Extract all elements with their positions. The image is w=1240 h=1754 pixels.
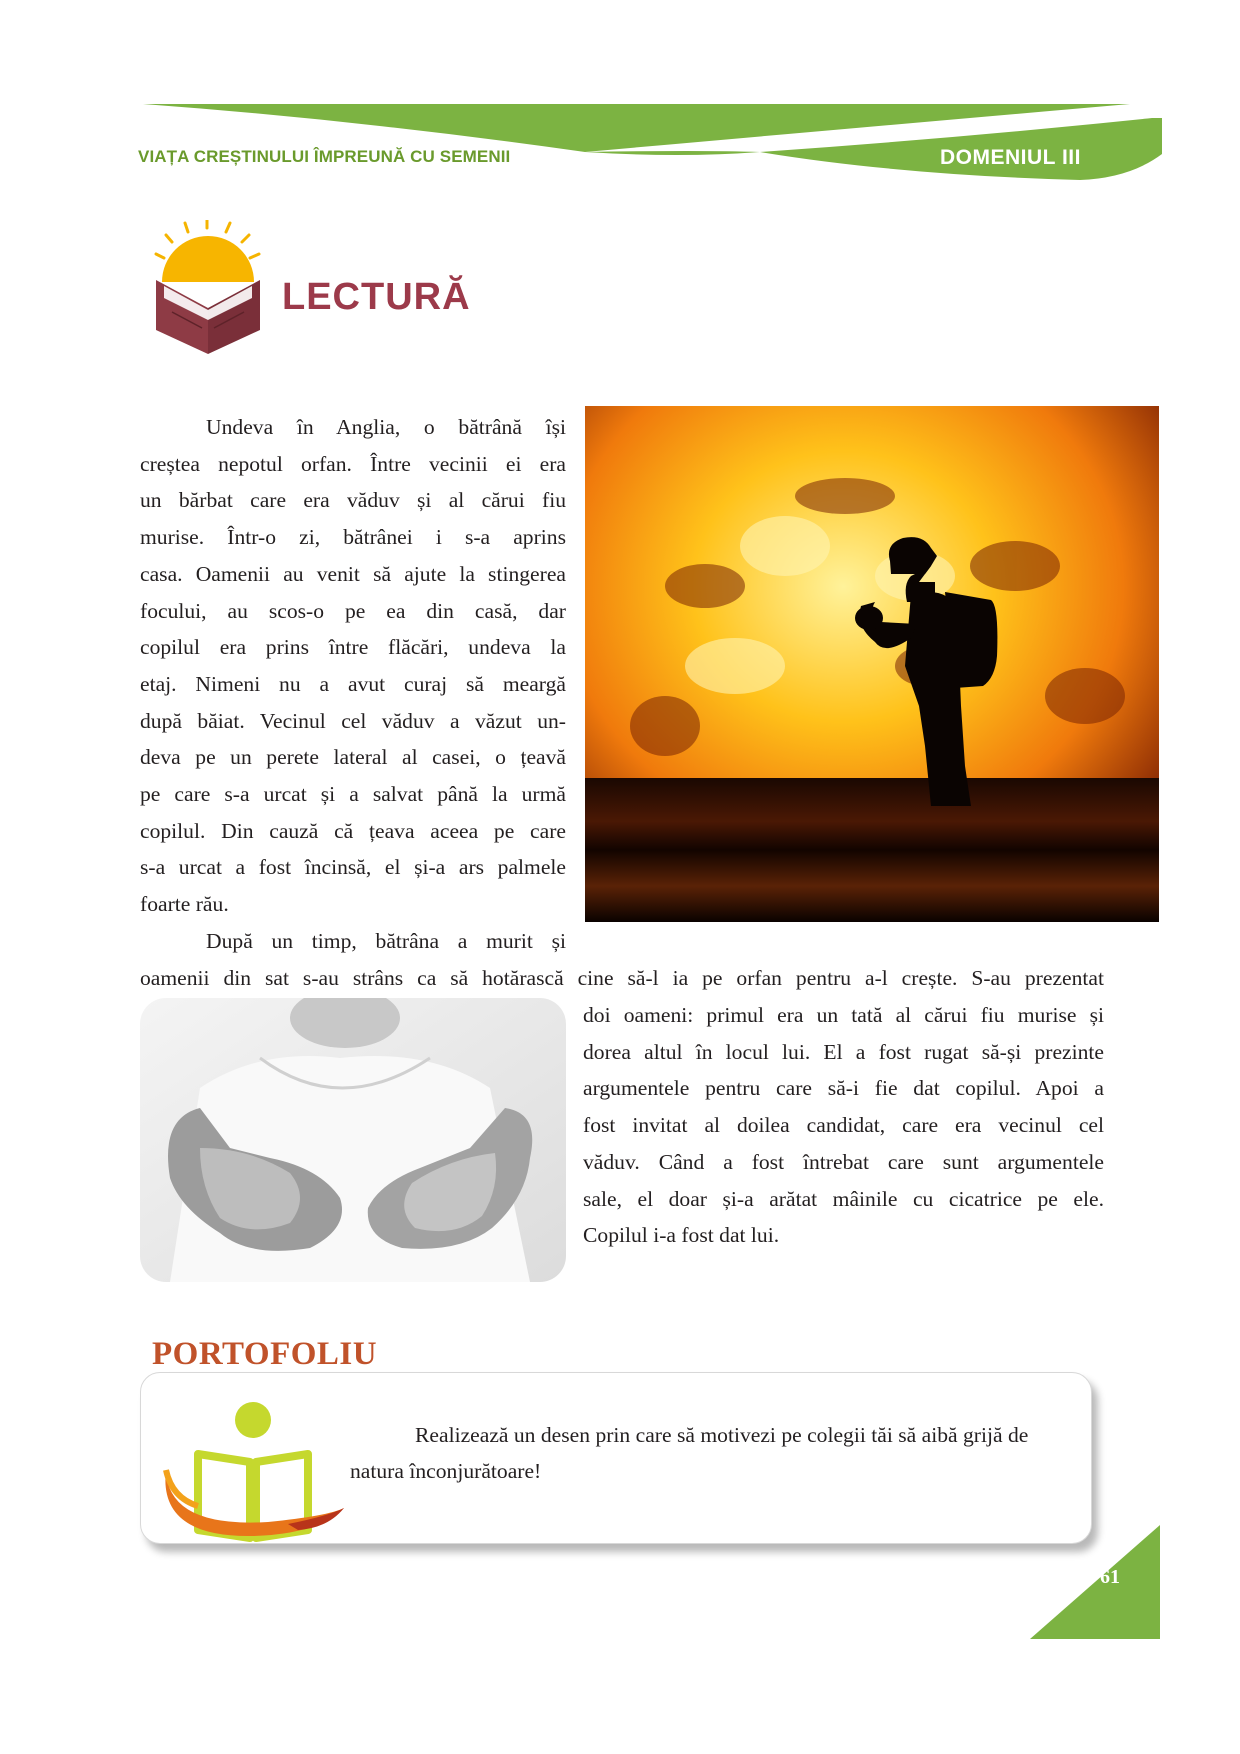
reading-book-sun-icon <box>150 220 280 360</box>
story-line-11: pe care s-a urcat și a salvat până la urmă <box>140 782 566 807</box>
story-line-12: copilul. Din cauză că țeava aceea pe care <box>140 818 566 843</box>
story-line-5: casa. Oamenii au venit să ajute la stingerea <box>140 561 566 586</box>
portfolio-task: Realizează un desen prin care să motivezi pe colegii tăi să aibă grijă de natura înconjurătoare! <box>350 1423 1029 1483</box>
story-line-2: creștea nepotul orfan. Între vecinii ei era <box>140 451 566 476</box>
story-line-1: Undeva în Anglia, o bătrână își <box>206 415 566 439</box>
header-swoosh-tail <box>585 151 760 155</box>
open-hands-image <box>140 998 566 1282</box>
story-full-line: oamenii din sat s-au strâns ca să hotărască cine să-l ia pe orfan pentru a-l crește. S-au prezentat <box>140 966 1104 990</box>
story-lower-line-7: Copilul i-a fost dat lui. <box>583 1223 780 1248</box>
portfolio-title: PORTOFOLIU <box>152 1336 378 1372</box>
story-line-6: focului, au scos-o pe ea din casă, dar <box>140 598 566 623</box>
story-lower-line-1: doi oameni: primul era un tată al cărui fiu murise și <box>583 1003 1104 1027</box>
story-line-3: un bărbat care era văduv și al cărui fiu <box>140 488 566 513</box>
story-lower-line-4: fost invitat al doilea candidat, care era vecinul cel <box>583 1113 1104 1138</box>
story-line-9: după băiat. Vecinul cel văduv a văzut un- <box>140 708 566 733</box>
story-line-7: copilul era prins între flăcări, undeva la <box>140 635 566 660</box>
portfolio-reader-icon <box>158 1398 348 1548</box>
story-line-4: murise. Într-o zi, bătrânei i s-a aprins <box>140 525 566 550</box>
story-column-lower <box>583 997 1104 1254</box>
story-lower-line-3: argumentele pentru care să-i fie dat copilul. Apoi a <box>583 1076 1104 1101</box>
header-right-title: DOMENIUL III <box>940 146 1081 169</box>
story-column <box>140 409 566 960</box>
story-line-8: etaj. Nimeni nu a avut curaj să meargă <box>140 671 566 696</box>
page-corner <box>1030 1525 1160 1640</box>
firefighter-image <box>585 406 1159 922</box>
story-lower-line-2: dorea altul în locul lui. El a fost rugat să-și prezinte <box>583 1039 1104 1064</box>
header-left-title: VIAȚA CREȘTINULUI ÎMPREUNĂ CU SEMENII <box>138 147 511 166</box>
story-lower-line-5: văduv. Când a fost întrebat care sunt argumentele <box>583 1149 1104 1174</box>
story-line-13: s-a urcat a fost încinsă, el și-a ars palmele <box>140 855 566 880</box>
story-line-10: deva pe un perete lateral al casei, o țeavă <box>140 745 566 770</box>
story-lower-line-6: sale, el doar și-a arătat mâinile cu cicatrice pe ele. <box>583 1186 1104 1211</box>
header-banner <box>0 0 1240 200</box>
story-line-14: foarte rău. <box>140 892 229 917</box>
story-line-15: După un timp, bătrâna a murit și <box>206 928 566 953</box>
section-title: LECTURĂ <box>282 276 471 318</box>
page-number: 61 <box>1100 1566 1120 1588</box>
